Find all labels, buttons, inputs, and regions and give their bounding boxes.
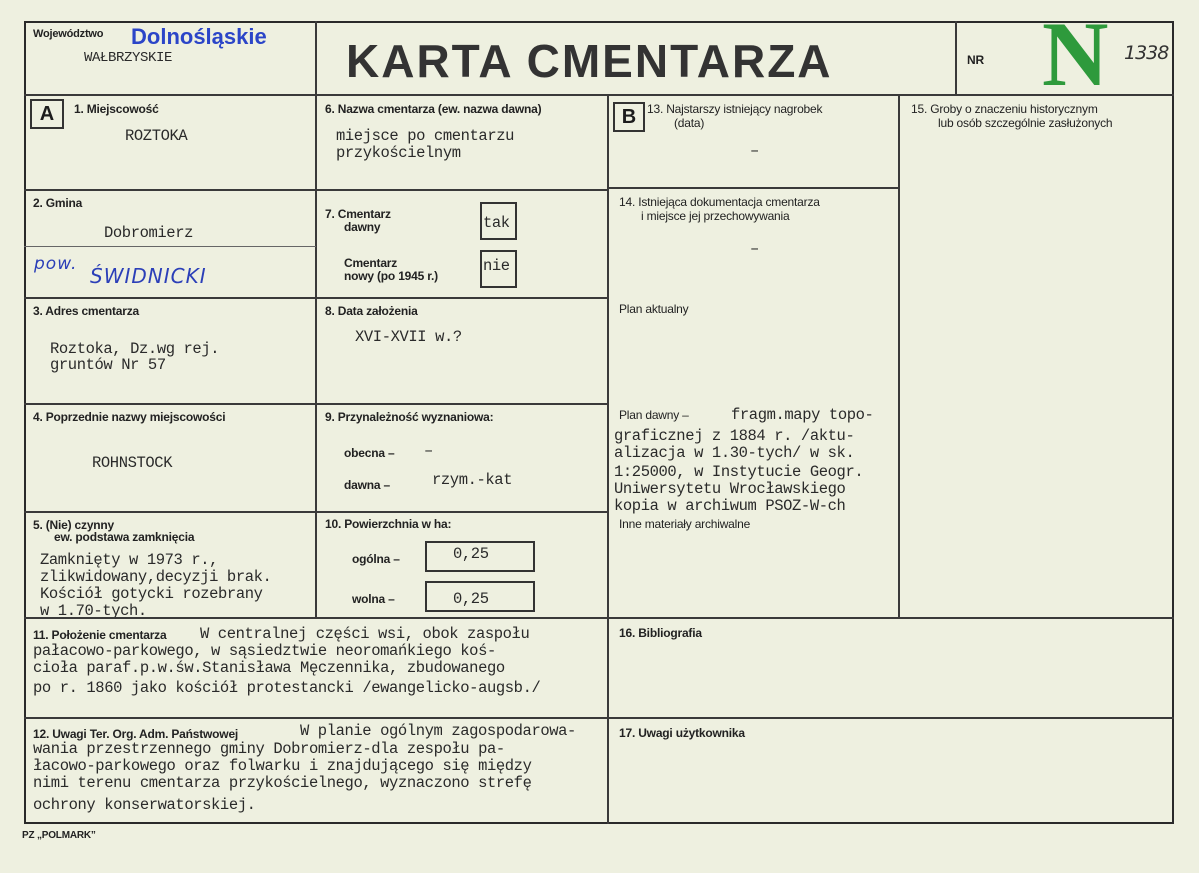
field-10-total-label: ogólna –: [352, 552, 400, 566]
field-12-line5: ochrony konserwatorskiej.: [33, 796, 256, 814]
field-6-line2: przykościelnym: [336, 144, 461, 162]
row-line-4: [24, 511, 316, 513]
field-7-label-old-sub: dawny: [344, 220, 381, 234]
field-5-line4-clip: [24, 603, 315, 617]
frame-left: [24, 21, 26, 824]
field-12-label: 12. Uwagi Ter. Org. Adm. Państwowej: [33, 727, 239, 741]
field-10-label: 10. Powierzchnia w ha:: [325, 517, 452, 531]
field-7-new-value: nie: [483, 257, 510, 275]
field-3-label: 3. Adres cmentarza: [33, 304, 140, 318]
field-14-sublabel: i miejsce jej przechowywania: [641, 209, 790, 223]
field-2-subline: [24, 246, 316, 247]
field-9-former-value: rzym.-kat: [432, 471, 513, 489]
b-row-line-1: [607, 187, 899, 189]
field-6-line1: miejsce po cmentarzu: [336, 127, 515, 145]
field-3-value-line1: Roztoka, Dz.wg rej.: [50, 340, 220, 358]
field-14-label: 14. Istniejąca dokumentacja cmentarza: [619, 195, 820, 209]
section-b-marker: B: [613, 102, 645, 132]
field-13-value: –: [750, 142, 759, 160]
field-4-label: 4. Poprzednie nazwy miejscowości: [33, 410, 226, 424]
field-7-old-value: tak: [483, 214, 510, 232]
field-11-line3: cioła paraf.p.w.św.Stanisława Męczennika, zbudowanego: [33, 659, 505, 677]
field-2-pow-prefix: pow.: [34, 254, 78, 274]
field-1-label: 1. Miejscowość: [74, 102, 159, 116]
field-14-other: Inne materiały archiwalne: [619, 517, 751, 531]
field-2-label: 2. Gmina: [33, 196, 83, 210]
field-2-value: Dobromierz: [104, 224, 194, 242]
field-9-current-label: obecna –: [344, 446, 395, 460]
voivodeship-label: Województwo: [33, 28, 104, 40]
field-11-line4: po r. 1860 jako kościół protestancki /ewangelicko-augsb./: [33, 679, 541, 697]
field-5-line2: zlikwidowany,decyzji brak.: [40, 568, 272, 586]
nr-handwritten: 1338: [1124, 42, 1169, 64]
section-12-top: [24, 717, 1174, 719]
field-15-label: 15. Groby o znaczeniu historycznym: [911, 102, 1098, 116]
field-11-label: 11. Położenie cmentarza: [33, 628, 167, 642]
field-8-label: 8. Data założenia: [325, 304, 418, 318]
field-2-pow-value: ŚWIDNICKI: [90, 264, 207, 288]
nr-label: NR: [967, 53, 984, 67]
card-title: KARTA CMENTARZA: [346, 35, 833, 87]
field-14-plan-old-line6: kopia w archiwum PSOZ-W-ch: [614, 497, 846, 515]
field-14-plan-old-line4: 1:25000, w Instytucie Geogr.: [614, 463, 864, 481]
header-bottom-line: [24, 94, 1174, 96]
mid-row-line-2: [315, 297, 608, 299]
field-5-line1: Zamknięty w 1973 r.,: [40, 551, 219, 569]
field-3-value-line2: gruntów Nr 57: [50, 356, 166, 374]
field-9-former-label: dawna –: [344, 478, 390, 492]
row-line-2: [24, 297, 316, 299]
field-12-line1: W planie ogólnym zagospodarowa-: [300, 722, 576, 740]
section-11-top: [24, 617, 1174, 619]
field-14-plan-old-line5: Uniwersytetu Wrocławskiego: [614, 480, 846, 498]
field-12-line4: nimi terenu cmentarza przykościelnego, wyznaczono strefę: [33, 774, 532, 792]
section-a-marker: A: [30, 99, 64, 129]
row-line-1: [24, 189, 316, 191]
voivodeship-typed: WAŁBRZYSKIE: [84, 50, 173, 66]
row-line-3: [24, 403, 316, 405]
mid-row-line-1: [315, 189, 608, 191]
field-9-current-value: –: [424, 442, 433, 460]
field-1-value: ROZTOKA: [125, 127, 188, 145]
field-14-value: –: [750, 240, 759, 258]
frame-top: [24, 21, 1174, 23]
field-10-total-value: 0,25: [453, 545, 489, 563]
field-4-value: ROHNSTOCK: [92, 454, 173, 472]
field-10-free-value: 0,25: [453, 590, 489, 608]
field-7-label-new-sub: nowy (po 1945 r.): [344, 269, 438, 283]
field-7-label-new: Cmentarz: [344, 256, 398, 270]
field-14-plan-current: Plan aktualny: [619, 302, 689, 316]
field-12-line2: wania przestrzennego gminy Dobromierz-dla zespołu pa-: [33, 740, 505, 758]
field-14-plan-old-line3: alizacja w 1.30-tych/ w sk.: [614, 444, 855, 462]
field-12-line3: łacowo-parkowego oraz folwarku i znajdującego się między: [33, 757, 532, 775]
field-5-line3: Kościół gotycki rozebrany: [40, 585, 263, 603]
printer-mark: PZ „POLMARK”: [22, 830, 96, 841]
nr-stamp-letter: N: [1042, 3, 1109, 105]
field-14-plan-old-line2: graficznej z 1884 r. /aktu-: [614, 427, 855, 445]
field-5-line4: w 1.70-tych.: [40, 603, 147, 617]
field-17-label: 17. Uwagi użytkownika: [619, 726, 745, 740]
col-divider-2: [607, 94, 609, 617]
field-5-sublabel: ew. podstawa zamknięcia: [54, 530, 195, 544]
field-6-label: 6. Nazwa cmentarza (ew. nazwa dawna): [325, 102, 542, 116]
field-11-line2: pałacowo-parkowego, w sąsiedztwie neoromańkiego koś-: [33, 642, 496, 660]
field-5-label: 5. (Nie) czynny: [33, 518, 115, 532]
field-10-free-label: wolna –: [352, 592, 395, 606]
bottom-col-divider: [607, 617, 609, 824]
field-11-line1: W centralnej części wsi, obok zaspołu: [200, 625, 530, 643]
field-7-label-old: 7. Cmentarz: [325, 207, 391, 221]
col-divider-3: [898, 94, 900, 617]
field-16-label: 16. Bibliografia: [619, 626, 702, 640]
field-14-plan-old-line1: fragm.mapy topo-: [731, 406, 874, 424]
nr-divider: [955, 21, 957, 96]
mid-row-line-4: [315, 511, 608, 513]
field-13-label: 13. Najstarszy istniejący nagrobek: [647, 102, 823, 116]
frame-right: [1172, 21, 1174, 824]
field-15-sublabel: lub osób szczególnie zasłużonych: [938, 116, 1113, 130]
mid-row-line-3: [315, 403, 608, 405]
field-9-label: 9. Przynależność wyznaniowa:: [325, 410, 494, 424]
field-14-plan-old-label: Plan dawny –: [619, 408, 689, 422]
field-13-sublabel: (data): [674, 116, 705, 130]
frame-bottom: [24, 822, 1174, 824]
voivodeship-stamp: Dolnośląskie: [131, 24, 267, 49]
field-8-value: XVI-XVII w.?: [355, 328, 462, 346]
col-divider-1: [315, 21, 317, 617]
